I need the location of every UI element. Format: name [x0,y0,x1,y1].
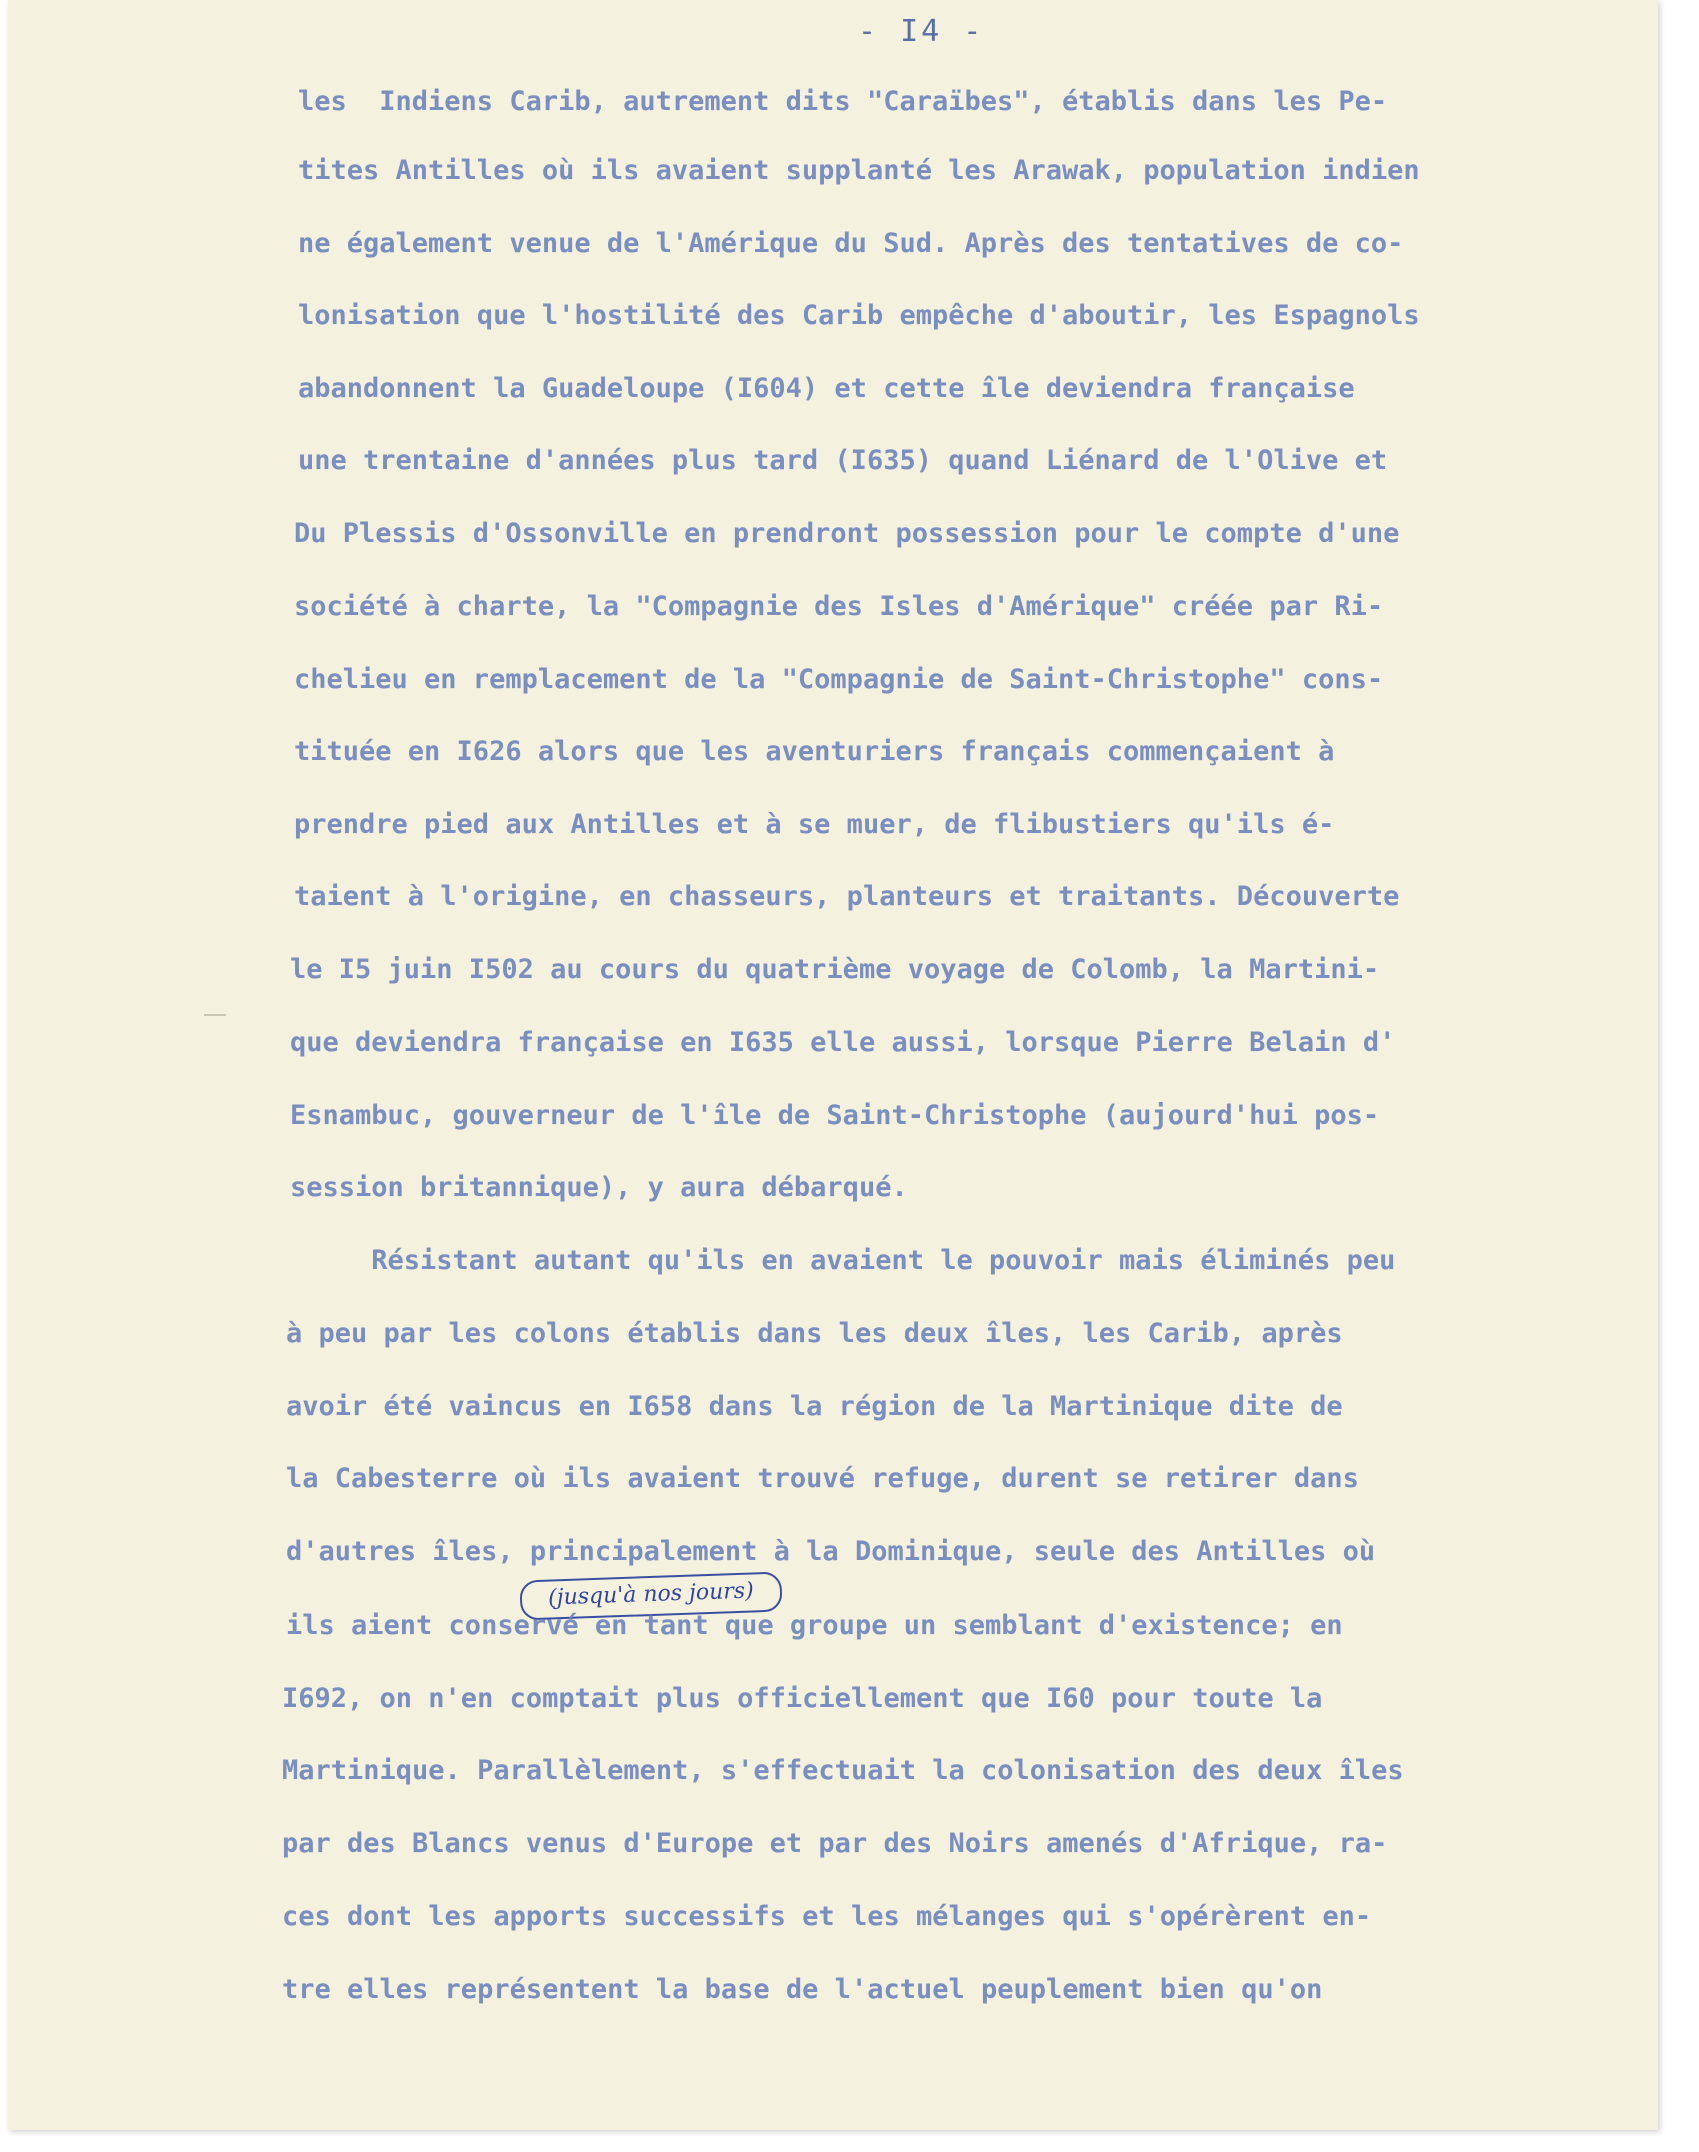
text-line: d'autres îles, principalement à la Dominique, seule des Antilles où [286,1536,1376,1567]
text-line: ne également venue de l'Amérique du Sud. Après des tentatives de co- [298,228,1404,259]
page-number: - I4 - [858,14,985,49]
text-line: ces dont les apports successifs et les mélanges qui s'opérèrent en- [282,1901,1372,1932]
text-line: le I5 juin I502 au cours du quatrième voyage de Colomb, la Martini- [290,954,1380,985]
text-line: prendre pied aux Antilles et à se muer, de flibustiers qu'ils é- [294,809,1335,840]
text-line: à peu par les colons établis dans les deux îles, les Carib, après [286,1318,1343,1349]
text-line: la Cabesterre où ils avaient trouvé refuge, durent se retirer dans [286,1463,1359,1494]
document-page [8,0,1658,2130]
text-line: une trentaine d'années plus tard (I635) quand Liénard de l'Olive et [298,445,1388,476]
text-line: I692, on n'en comptait plus officiellement que I60 pour toute la [282,1683,1323,1714]
text-line: taient à l'origine, en chasseurs, planteurs et traitants. Découverte [294,881,1400,912]
text-line: les Indiens Carib, autrement dits "Caraïbes", établis dans les Pe- [298,86,1388,117]
text-line: Du Plessis d'Ossonville en prendront possession pour le compte d'une [294,518,1400,549]
text-line: abandonnent la Guadeloupe (I604) et cette île deviendra française [298,373,1355,404]
text-line: lonisation que l'hostilité des Carib empêche d'aboutir, les Espagnols [298,300,1420,331]
text-line: session britannique), y aura débarqué. [290,1172,908,1203]
text-line: tituée en I626 alors que les aventuriers français commençaient à [294,736,1335,767]
fold-mark [204,1014,226,1016]
text-line: société à charte, la "Compagnie des Isles d'Amérique" créée par Ri- [294,591,1384,622]
text-line: chelieu en remplacement de la "Compagnie de Saint-Christophe" cons- [294,664,1384,695]
text-line: Résistant autant qu'ils en avaient le pouvoir mais éliminés peu [290,1245,1396,1276]
text-line: que deviendra française en I635 elle aussi, lorsque Pierre Belain d' [290,1027,1396,1058]
text-line: tre elles représentent la base de l'actuel peuplement bien qu'on [282,1974,1323,2005]
text-line: Esnambuc, gouverneur de l'île de Saint-Christophe (aujourd'hui pos- [290,1100,1380,1131]
text-line: ils aient conservé en tant que groupe un semblant d'existence; en [286,1610,1343,1641]
text-line: avoir été vaincus en I658 dans la région de la Martinique dite de [286,1391,1343,1422]
text-line: Martinique. Parallèlement, s'effectuait la colonisation des deux îles [282,1755,1404,1786]
handwritten-annotation: (jusqu'à nos jours) [519,1571,782,1620]
text-line: par des Blancs venus d'Europe et par des Noirs amenés d'Afrique, ra- [282,1828,1388,1859]
text-line: tites Antilles où ils avaient supplanté les Arawak, population indien [298,155,1420,186]
